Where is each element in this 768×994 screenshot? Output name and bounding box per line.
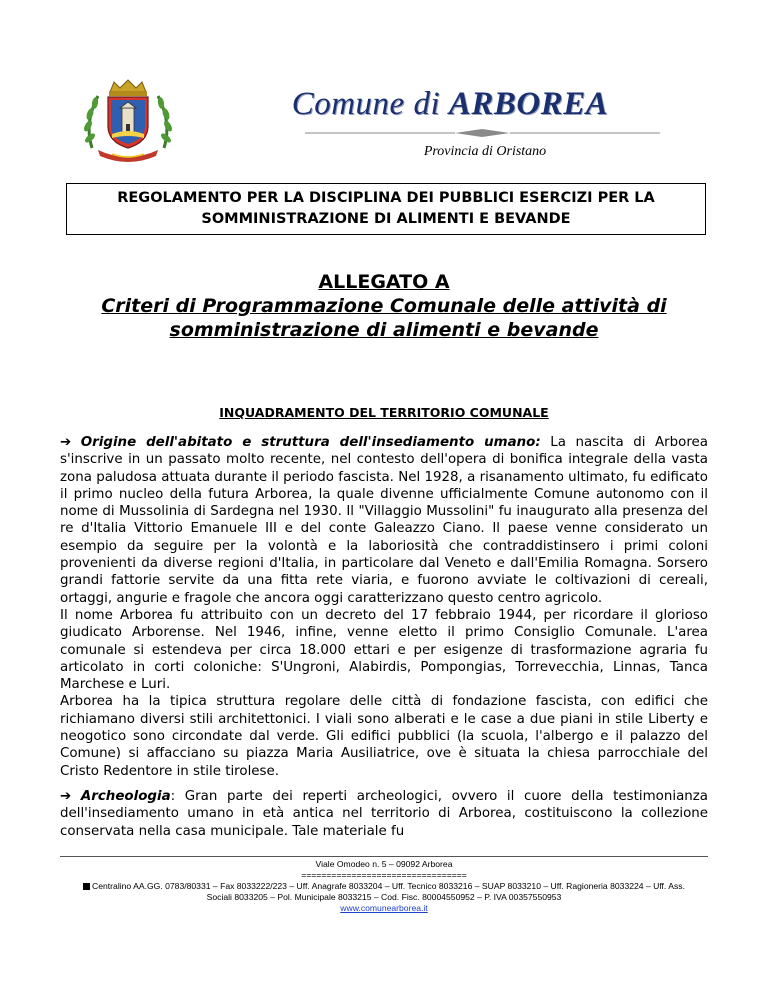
annex-title: ALLEGATO A <box>318 271 450 293</box>
section-title: INQUADRAMENTO DEL TERRITORIO COMUNALE <box>219 405 549 420</box>
annex-subtitle: Criteri di Programmazione Comunale delle attività di somministrazione di alimenti e bevande <box>101 295 667 341</box>
footer-address: Viale Omodeo n. 5 – 09092 Arborea <box>315 859 453 869</box>
paragraph-text-archeology: : Gran parte dei reperti archeologici, ovvero il cuore della testimonianza dell'insediamento umano in età antica nel territorio di Arborea, costituiscono la collezione conservata nella casa municipale. Tale materiale fu <box>60 788 708 839</box>
paragraph-name: Il nome Arborea fu attribuito con un decreto del 17 febbraio 1944, per ricordare il glorioso giudicato Arborense. Nel 1946, infine, venne eletto il primo Consiglio Comunale. L'area comunale si estendeva per circa 18.000 ettari e per esigenze di trasformazione agraria fu articolato in corti coloniche: S'Ungroni, Alabirdis, Pompongias, Torrevecchia, Linnas, Tanca Marchese e Luri. <box>60 607 708 693</box>
arrow-icon: ➔ <box>60 435 72 450</box>
footer-contacts-line-1 <box>44 881 724 892</box>
footer-website-link[interactable]: www.comunearborea.it <box>340 903 428 913</box>
paragraph-structure: Arborea ha la tipica struttura regolare delle città di fondazione fascista, con edifici che richiamano diversi stili architettonici. I viali sono alberati e le case a due piani in stile Liberty e neogotico sono circondate dal verde. Gli edifici pubblici (la scuola, l'albergo e il palazzo del Comune) si affacciano su piazza Maria Ausiliatrice, ove è situata la chiesa parrocchiale del Cristo Redentore in stile tirolese. <box>60 694 708 779</box>
telephone-icon <box>83 883 90 890</box>
paragraph-archeology <box>60 788 708 840</box>
paragraph-text-origin: La nascita di Arborea s'inscrive in un passato molto recente, nel contesto dell'opera di bonifica integrale della vasta zona paludosa attuata durante il periodo fascista. Nel 1928, a risanamento ultimato, fu edificato il primo nucleo della futura Arborea, la quale divenne ufficialmente Comune autonomo con il nome di Mussolinia di Sardegna nel 1930. Il "Villaggio Mussolini" fu inaugurato alla presenza del re d'Italia Vittorio Emanuele III e del conte Galeazzo Ciano. Il paese venne considerato un esempio da seguire per la volontà e la laboriosità che contraddistinsero i primi coloni provenienti da diverse regioni d'Italia, in particolare dal Veneto e dall'Emilia Romagna. Sorsero grandi fattorie servite da una fitta rete viaria, e fuorono avviate le coltivazioni di cereali, ortaggi, angurie e fragole che ancora oggi caratterizzano questo centro agricolo. <box>60 435 708 606</box>
page-footer <box>44 859 724 914</box>
regulation-title: REGOLAMENTO PER LA DISCIPLINA DEI PUBBLICI ESERCIZI PER LA SOMMINISTRAZIONE DI ALIMENTI E BEVANDE <box>117 190 655 227</box>
annex-heading <box>40 270 728 342</box>
header-divider <box>305 127 660 139</box>
regulation-title-box <box>66 183 706 235</box>
title-municipality-name: ARBOREA <box>448 86 609 122</box>
arrow-icon: ➔ <box>60 788 72 804</box>
document-body <box>60 434 708 840</box>
footer-divider <box>60 856 708 857</box>
footer-contacts-2: Sociali 8033205 – Pol. Municipale 8033215 – Cod. Fisc. 80004550952 – P. IVA 00357550953 <box>206 892 562 902</box>
footer-contacts-1: Centralino AA.GG. 0783/80331 – Fax 8033222/223 – Uff. Anagrafe 8033204 – Uff. Tecnico 8033216 – SUAP 8033210 – Uff. Ragioneria 8033224 – Uff. Ass. <box>92 881 685 891</box>
paragraph-lead-origin: Origine dell'abitato e struttura dell'insediamento umano: <box>80 435 541 450</box>
municipality-title <box>230 86 670 123</box>
paragraph-origin <box>60 434 708 607</box>
footer-separator: ================================= <box>301 870 467 880</box>
paragraph-lead-archeology: Archeologia <box>80 788 171 804</box>
title-prefix: Comune di <box>291 86 441 122</box>
province-subtitle: Provincia di Oristano <box>423 144 547 159</box>
municipal-crest-icon <box>78 78 178 164</box>
